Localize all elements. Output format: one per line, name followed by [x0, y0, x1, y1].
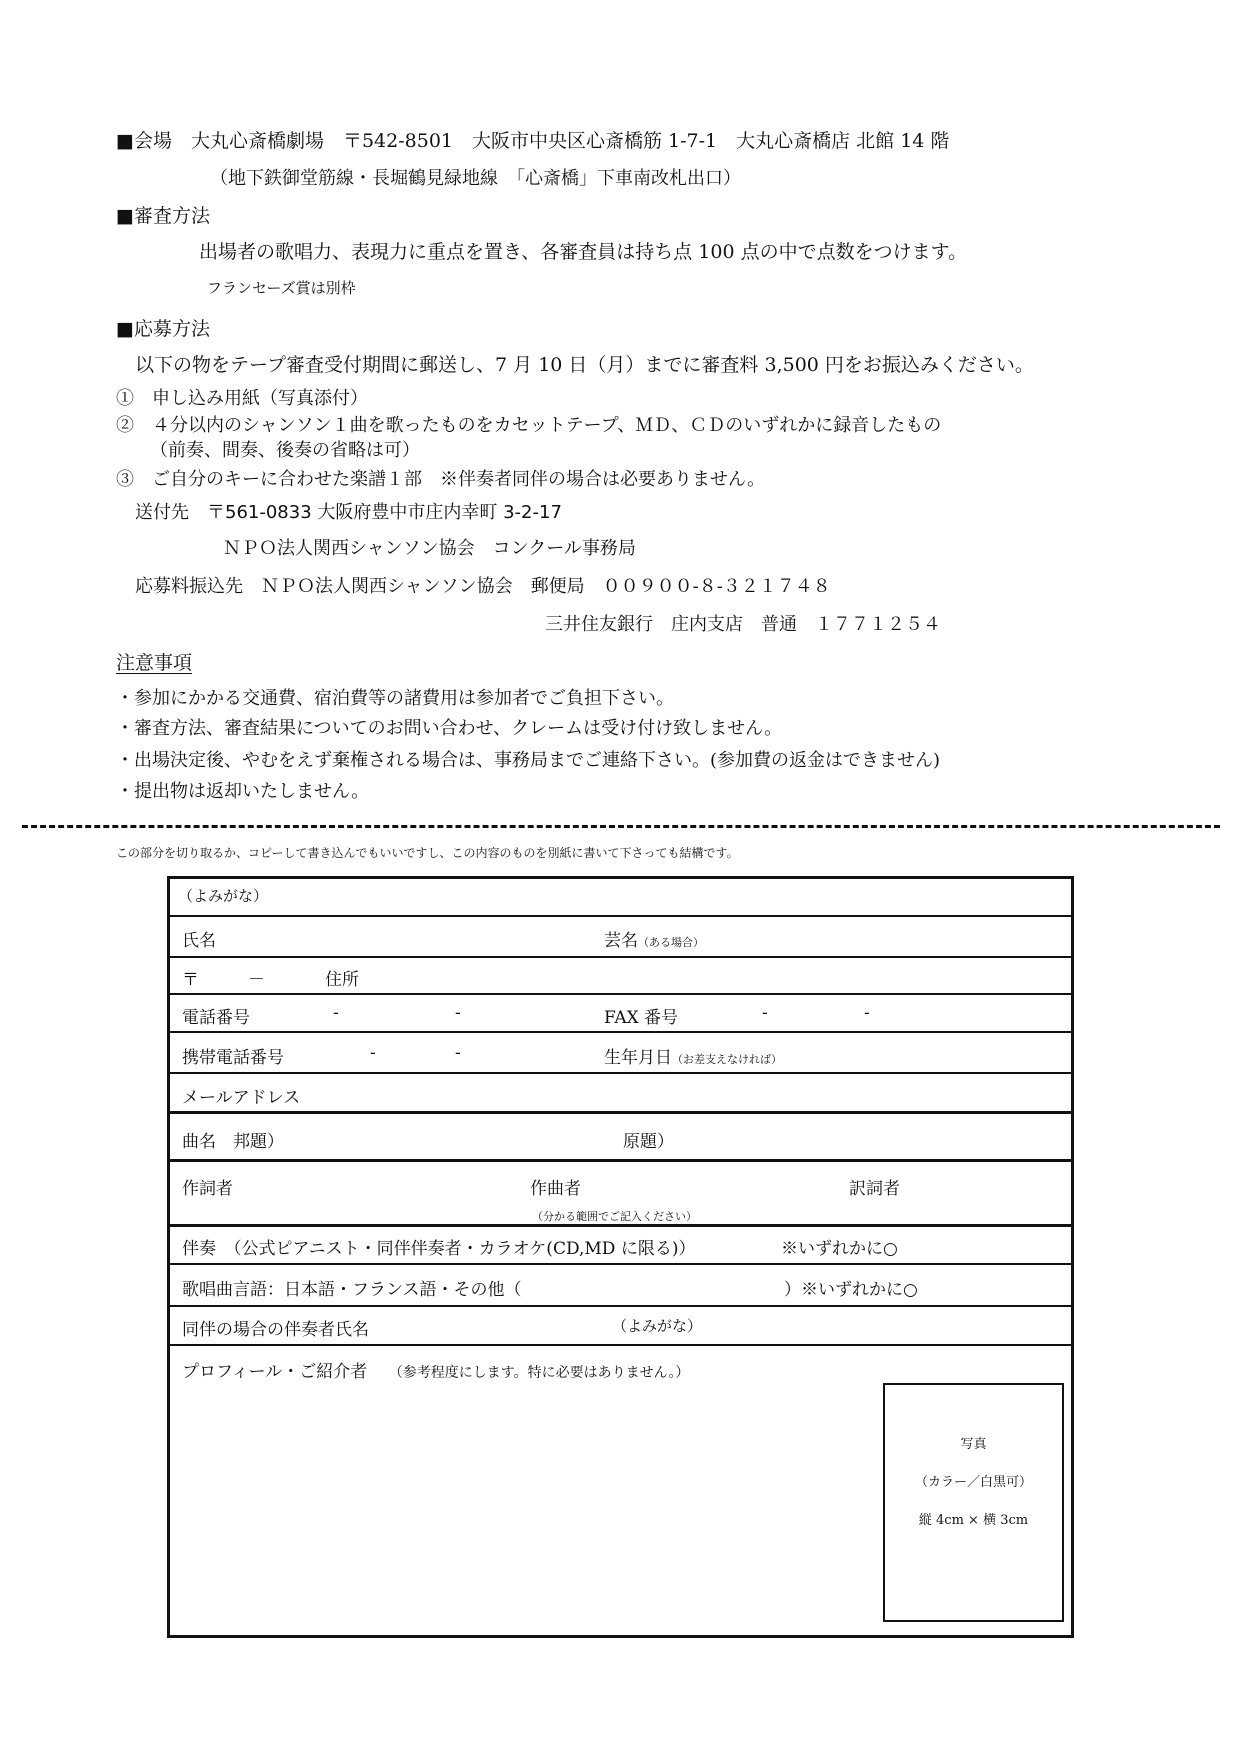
payment-bank-account: 三井住友銀行 庄内支店 普通 １７７１２５４ [545, 614, 941, 635]
notes-item: ・審査方法、審査結果についてのお問い合わせ、クレームは受け付け致しません。 [116, 718, 783, 739]
send-to-address: 送付先 〒561-0833 大阪府豊中市庄内幸町 3-2-17 [135, 502, 562, 523]
composer-label: 作曲者 [530, 1179, 581, 1199]
mobile-dash: - [370, 1043, 376, 1063]
profile-note: （参考程度にします。特に必要はありません。） [388, 1365, 690, 1381]
phone-label: 電話番号 [182, 1008, 250, 1028]
row-divider [170, 1031, 1071, 1033]
photo-box [883, 1383, 1064, 1622]
judging-text: 出場者の歌唱力、表現力に重点を置き、各審査員は持ち点 100 点の中で点数をつけます。 [199, 241, 968, 263]
postal-mark: 〒 [182, 970, 199, 990]
row-divider [170, 1111, 1071, 1114]
mobile-label: 携帯電話番号 [182, 1048, 284, 1068]
photo-color-note: （カラー／白黒可） [914, 1475, 1032, 1490]
row-divider [170, 956, 1071, 958]
row-divider [170, 1072, 1071, 1074]
language-choose-one: ）※いずれかに○ [784, 1280, 918, 1300]
application-intro: 以下の物をテープ審査受付期間に郵送し、7 月 10 日（月）までに審査料 3,500 円をお振込みください。 [135, 354, 1034, 376]
stage-name-text: 芸名 [604, 931, 638, 951]
accompanist-label: 同伴の場合の伴奏者氏名 [182, 1320, 369, 1340]
credit-note: （分かる範囲でご記入ください） [532, 1210, 697, 1223]
phone-dash: - [455, 1003, 461, 1023]
photo-size-note: 縦 4cm × 横 3cm [918, 1513, 1029, 1528]
notes-item: ・出場決定後、やむをえず棄権される場合は、事務局までご連絡下さい。(参加費の返金はできません) [116, 750, 941, 771]
row-divider [170, 915, 1071, 917]
fax-dash: - [762, 1003, 768, 1023]
application-item: ① 申し込み用紙（写真添付） [116, 388, 368, 409]
language-label: 歌唱曲言語：日本語・フランス語・その他（ [182, 1280, 522, 1300]
send-to-organization: ＮＰＯ法人関西シャンソン協会 コンクール事務局 [223, 538, 636, 559]
accompaniment-label: 伴奏 （公式ピアニスト・同伴伴奏者・カラオケ(CD,MD に限る)） [182, 1239, 696, 1259]
application-item: （前奏、間奏、後奏の省略は可） [150, 440, 420, 461]
notes-item: ・提出物は返却いたしません。 [116, 781, 370, 802]
address-label: 住所 [325, 970, 359, 990]
birthday-note: （お差支えなければ） [672, 1053, 782, 1066]
judging-heading: ■審査方法 [116, 205, 210, 227]
birthday-label [604, 1043, 782, 1068]
judging-note: フランセーズ賞は別枠 [207, 279, 356, 297]
choose-one-note: ※いずれかに○ [781, 1239, 898, 1259]
fax-dash: - [864, 1003, 870, 1023]
venue-access: （地下鉄御堂筋線・長堀鶴見緑地線 「心斎橋」下車南改札出口） [210, 168, 741, 189]
lyricist-label: 作詞者 [182, 1179, 233, 1199]
fax-label: FAX 番号 [604, 1008, 679, 1028]
name-label: 氏名 [182, 931, 216, 951]
venue-line: ■会場 大丸心斎橋劇場 〒542-8501 大阪市中央区心斎橋筋 1-7-1 大丸心斎橋店 北館 14 階 [116, 130, 950, 152]
cut-line [22, 825, 1220, 828]
profile-label [182, 1357, 689, 1382]
row-divider [170, 1305, 1071, 1307]
application-heading: ■応募方法 [116, 318, 210, 340]
payment-postal-account: 応募料振込先 ＮＰＯ法人関西シャンソン協会 郵便局 ００９００-８-３２１７４８ [135, 576, 831, 597]
row-divider [170, 1344, 1071, 1346]
mobile-dash: - [455, 1043, 461, 1063]
accompanist-furigana-label: （よみがな） [612, 1317, 703, 1335]
row-divider [170, 1159, 1071, 1162]
photo-title: 写真 [960, 1437, 987, 1452]
notes-heading: 注意事項 [116, 652, 193, 674]
postal-dash: － [248, 970, 265, 990]
profile-text: プロフィール・ご紹介者 [182, 1362, 368, 1382]
email-label: メールアドレス [182, 1088, 301, 1108]
stage-name-note: （ある場合） [638, 936, 704, 949]
notes-item: ・参加にかかる交通費、宿泊費等の諸費用は参加者でご負担下さい。 [116, 688, 674, 709]
translator-label: 訳詞者 [849, 1179, 900, 1199]
application-item: ③ ご自分のキーに合わせた楽譜１部 ※伴奏者同伴の場合は必要ありません。 [116, 469, 766, 490]
stage-name-label [604, 926, 704, 951]
application-item: ② ４分以内のシャンソン１曲を歌ったものをカセットテープ、ＭＤ、ＣＤのいずれかに録音したもの [116, 415, 942, 436]
furigana-label: （よみがな） [178, 887, 269, 905]
cut-instruction: この部分を切り取るか、コピーして書き込んでもいいですし、この内容のものを別紙に書いて下さっても結構です。 [116, 846, 739, 860]
application-form [167, 876, 1074, 1638]
phone-dash: - [333, 1003, 339, 1023]
row-divider [170, 993, 1071, 995]
birthday-text: 生年月日 [604, 1048, 672, 1068]
original-title-label: 原題） [623, 1132, 674, 1152]
song-title-label: 曲名 邦題） [182, 1132, 284, 1152]
row-divider [170, 1263, 1071, 1265]
row-divider [170, 1224, 1071, 1227]
